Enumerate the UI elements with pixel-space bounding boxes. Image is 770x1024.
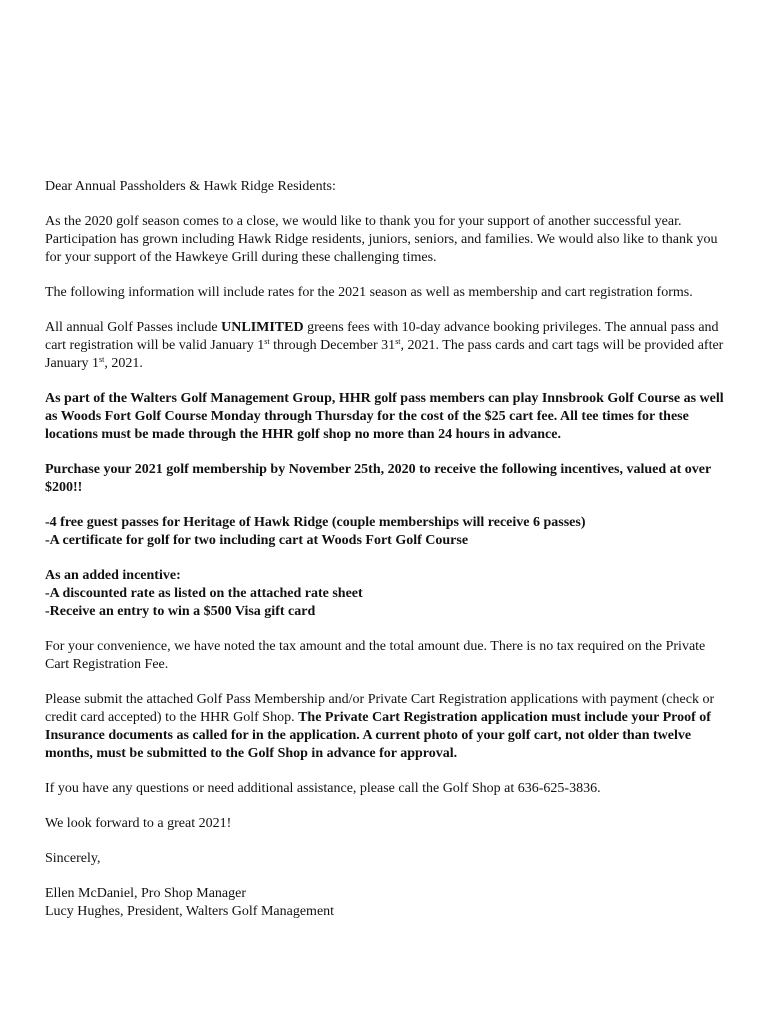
letter-body xyxy=(45,178,730,938)
contact-paragraph: If you have any questions or need additional assistance, please call the Golf Shop at 636-625-3836. xyxy=(45,781,601,796)
golf-pass-text-a: All annual Golf Passes include xyxy=(45,320,222,335)
incentives-list xyxy=(45,514,730,550)
incentive-item: -4 free guest passes for Heritage of Hawk Ridge (couple memberships will receive 6 passes) xyxy=(45,515,586,530)
submission-paragraph xyxy=(45,691,730,763)
walters-group-text: As part of the Walters Golf Management Group, HHR golf pass members can play Innsbrook Golf Course as well as Woods Fort Golf Course Monday through Thursday for the cost of the $25 cart fee. All tee times for these locations must be made through the HHR golf shop no more than 24 hours in advance. xyxy=(45,391,724,442)
golf-pass-text-b: greens fees with 10-day advance booking privileges. The annual pass and cart registration will be valid January 1 xyxy=(45,320,719,353)
added-incentive-item: -Receive an entry to win a $500 Visa gift card xyxy=(45,604,316,619)
ordinal-suffix: st xyxy=(395,337,401,346)
unlimited-emphasis: UNLIMITED xyxy=(221,320,304,335)
purchase-deadline-paragraph xyxy=(45,461,730,497)
submission-text: Please submit the attached Golf Pass Membership and/or Private Cart Registration applications with payment (check or credit card accepted) to the HHR Golf Shop. xyxy=(45,692,715,725)
thank-you-paragraph: As the 2020 golf season comes to a close, we would like to thank you for your support of another successful year. Participation has grown including Hawk Ridge residents, juniors, seniors, and families. We would also like to thank you for your support of the Hawkeye Grill during these challenging times. xyxy=(45,214,718,265)
added-incentive-heading: As an added incentive: xyxy=(45,568,181,583)
ordinal-suffix: st xyxy=(99,355,105,364)
incentive-item: -A certificate for golf for two including cart at Woods Fort Golf Course xyxy=(45,533,469,548)
salutation: Dear Annual Passholders & Hawk Ridge Residents: xyxy=(45,179,336,194)
golf-pass-paragraph xyxy=(45,319,730,373)
added-incentive-list xyxy=(45,567,730,621)
added-incentive-item: -A discounted rate as listed on the attached rate sheet xyxy=(45,586,363,601)
rates-info-paragraph: The following information will include rates for the 2021 season as well as membership and cart registration forms. xyxy=(45,285,693,300)
golf-pass-text-d: , 2021. The pass cards and cart tags will be provided after January 1 xyxy=(45,338,724,371)
purchase-deadline-text: Purchase your 2021 golf membership by November 25th, 2020 to receive the following incentives, valued at over $200!! xyxy=(45,462,711,495)
tax-note-paragraph: For your convenience, we have noted the tax amount and the total amount due. There is no tax required on the Private Cart Registration Fee. xyxy=(45,639,706,672)
ordinal-suffix: st xyxy=(264,337,270,346)
golf-pass-text-e: , 2021. xyxy=(104,356,143,371)
signature-block xyxy=(45,885,730,921)
golf-pass-text-c: through December 31 xyxy=(269,338,396,353)
signature-line: Ellen McDaniel, Pro Shop Manager xyxy=(45,886,247,901)
cart-registration-requirements: The Private Cart Registration application must include your Proof of Insurance documents as called for in the application. A current photo of your golf cart, not older than twelve months, must be submitted to the Golf Shop in advance for approval. xyxy=(45,710,711,761)
closing: Sincerely, xyxy=(45,851,101,866)
walters-group-paragraph xyxy=(45,390,730,444)
look-forward-paragraph: We look forward to a great 2021! xyxy=(45,816,232,831)
signature-line: Lucy Hughes, President, Walters Golf Management xyxy=(45,904,335,919)
